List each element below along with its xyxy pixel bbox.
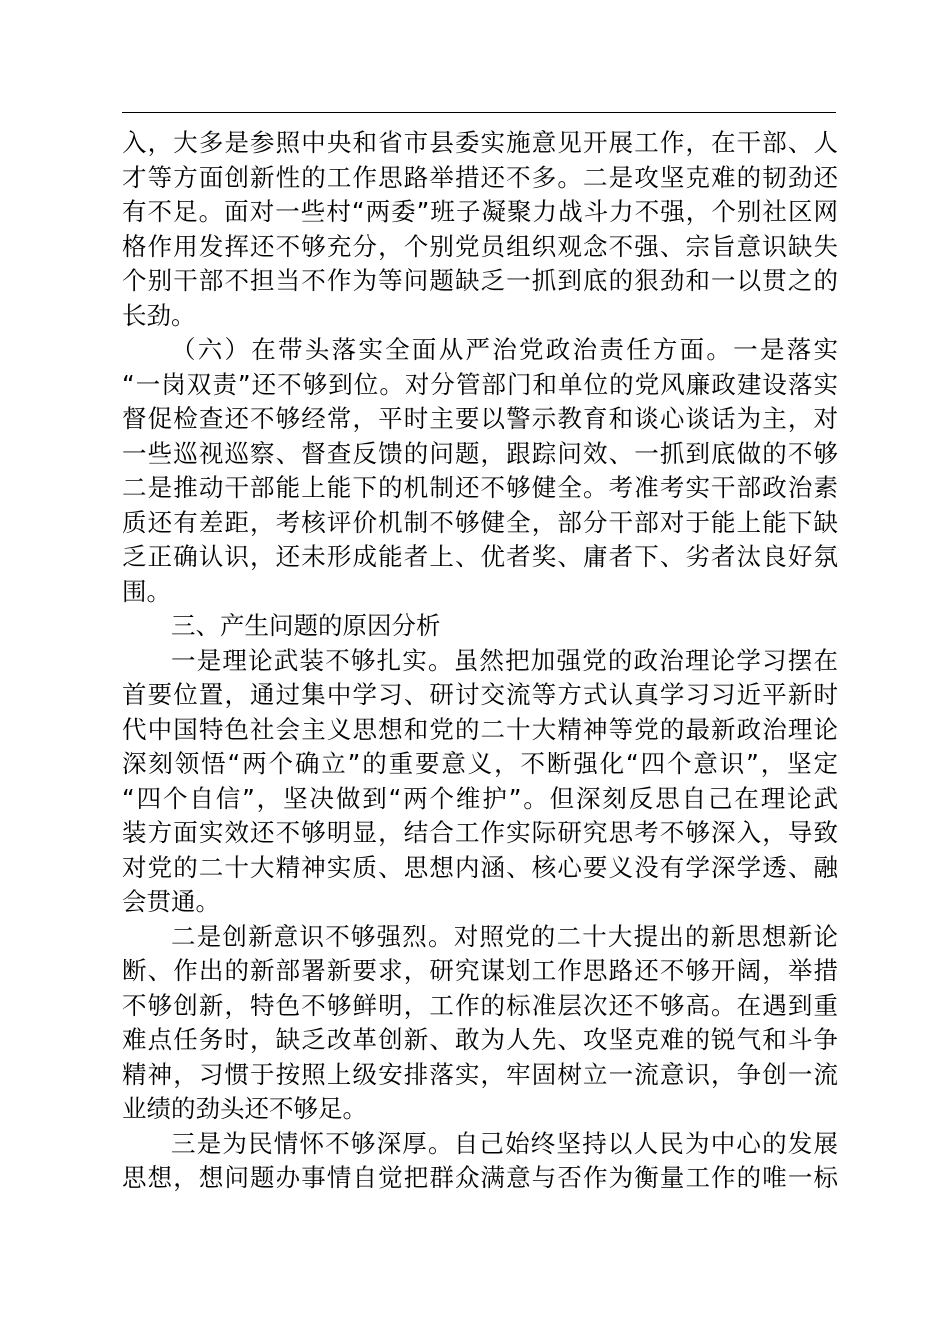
text-line: “四个自信”，坚决做到“两个维护”。但深刻反思自己在理论武: [122, 783, 838, 813]
text-line: 才等方面创新性的工作思路举措还不多。二是攻坚克难的韧劲还: [122, 162, 838, 192]
text-line: “一岗双责”还不够到位。对分管部门和单位的党风廉政建设落实: [122, 369, 838, 399]
text-line: 二是推动干部能上能下的机制还不够健全。考准考实干部政治素: [122, 473, 838, 502]
text-line: 一些巡视巡察、督查反馈的问题，跟踪问效、一抓到底做的不够: [122, 438, 838, 468]
text-line: 深刻领悟“两个确立”的重要意义，不断强化“四个意识”，坚定: [122, 749, 838, 778]
text-line: 个别干部不担当不作为等问题缺乏一抓到底的狠劲和一以贯之的: [122, 266, 838, 295]
text-line: 思想，想问题办事情自觉把群众满意与否作为衡量工作的唯一标: [122, 1163, 838, 1192]
text-line: 三是为民情怀不够深厚。自己始终坚持以人民为中心的发展: [171, 1128, 838, 1158]
text-line: 一是理论武装不够扎实。虽然把加强党的政治理论学习摆在: [171, 645, 838, 675]
text-line: 入，大多是参照中央和省市县委实施意见开展工作，在干部、人: [122, 128, 838, 157]
text-line: 首要位置，通过集中学习、研讨交流等方式认真学习习近平新时: [122, 680, 838, 709]
text-line: 精神，习惯于按照上级安排落实，牢固树立一流意识，争创一流: [122, 1059, 838, 1089]
text-line: 围。: [122, 576, 171, 606]
text-line: 会贯通。: [122, 887, 220, 916]
text-line: （六）在带头落实全面从严治党政治责任方面。一是落实: [171, 335, 838, 364]
text-line: 断、作出的新部署新要求，研究谋划工作思路还不够开阔，举措: [122, 956, 838, 985]
document-body: [122, 126, 838, 1196]
text-line: 格作用发挥还不够充分，个别党员组织观念不强、宗旨意识缺失: [122, 231, 838, 261]
text-line: 难点任务时，缺乏改革创新、敢为人先、攻坚克难的锐气和斗争: [122, 1025, 838, 1054]
text-line: 二是创新意识不够强烈。对照党的二十大提出的新思想新论: [171, 921, 838, 951]
text-line: 业绩的劲头还不够足。: [122, 1094, 367, 1123]
text-line: 代中国特色社会主义思想和党的二十大精神等党的最新政治理论: [122, 714, 838, 744]
text-line: 督促检查还不够经常，平时主要以警示教育和谈心谈话为主，对: [122, 404, 838, 433]
text-line: 长劲。: [122, 300, 196, 330]
text-line: 不够创新，特色不够鲜明，工作的标准层次还不够高。在遇到重: [122, 990, 838, 1020]
text-line: 有不足。面对一些村“两委”班子凝聚力战斗力不强，个别社区网: [122, 197, 838, 226]
text-line: 质还有差距，考核评价机制不够健全，部分干部对于能上能下缺: [122, 507, 838, 537]
header-rule: [122, 112, 836, 113]
text-line: 装方面实效还不够明显，结合工作实际研究思考不够深入，导致: [122, 818, 838, 847]
text-line: 乏正确认识，还未形成能者上、优者奖、庸者下、劣者汰良好氛: [122, 542, 838, 571]
text-line: 三、产生问题的原因分析: [171, 611, 441, 640]
text-line: 对党的二十大精神实质、思想内涵、核心要义没有学深学透、融: [122, 852, 838, 882]
